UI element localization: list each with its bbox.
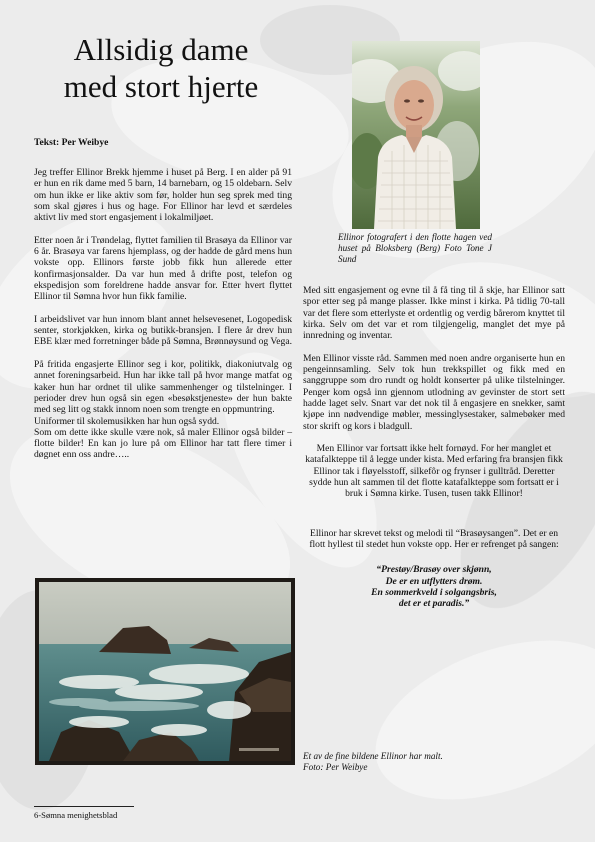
paragraph: Som om dette ikke skulle være nok, så maler Ellinor også bilder – flotte bilder! En kan jo lure på om Ellinor har tatt flere timer i døgnet enn oss andre…..: [34, 426, 292, 461]
paragraph: I arbeidslivet var hun innom blant annet helsevesenet, Logopedisk senter, storkjøkken, kirka og butikk-bransjen. I flere år drev hun EBE klær med forretninger både på Sømna, Brønnøysund og Vega.: [34, 313, 293, 348]
painting-caption-line-1: Et av de fine bildene Ellinor har malt.: [303, 751, 443, 761]
refrain-line: En sommerkveld i solgangsbris,: [371, 586, 497, 598]
page-footer: 6-Sømna menighetsblad: [34, 810, 118, 820]
title-line-2: med stort hjerte: [63, 68, 259, 104]
byline: Tekst: Per Weibye: [34, 137, 109, 148]
right-column: [303, 285, 565, 609]
paragraph: Uniformer til skolemusikken har hun også sydd.: [34, 415, 220, 427]
paragraph: Men Ellinor visste råd. Sammen med noen andre organiserte hun en pengeinnsamling. Selv tok hun trekkspillet og fikk med en sanggruppe som dro rundt og holdt konserter på ulike tilstelninger. Penger kom også inn gjennom utlodning av gevinster de stort sett hadde laget selv. Snart var det nok til å engasjere en snekker, samt kjøpe inn nødvendige møbler, messinglysestaker, salmebøker med stor skrift og kors i bladgull.: [303, 352, 565, 432]
song-refrain: [303, 564, 565, 609]
refrain-line: “Prestøy/Brasøy over skjønn,: [376, 564, 492, 576]
seascape-painting: [35, 578, 295, 765]
paragraph: Med sitt engasjement og evne til å få ting til å skje, har Ellinor satt spor etter seg på mange plasser. Ikke minst i kirka. På tidlig 70-tall var det flere som etterlyste et ordentlig og verdig bårerom knyttet til kirka. Selv om det var et rom tilgjengelig, manglet det mye på innredning og inventar.: [303, 285, 565, 342]
article-title: [30, 32, 292, 105]
portrait-photo: [352, 41, 480, 229]
title-line-1: Allsidig dame: [73, 32, 249, 67]
paragraph: Ellinor har skrevet tekst og melodi til “Brasøysangen”. Det er en flott hyllest til stedet hun vokste opp. Her er refrenget på sangen:: [309, 527, 559, 550]
painting-caption: [303, 751, 523, 773]
paragraph: Jeg treffer Ellinor Brekk hjemme i huset på Berg. I en alder på 91 er hun en rik dame med 5 barn, 14 barnebarn, og 15 oldebarn. Selv om hun ikke er like aktiv som før, holder hun seg sprek med ting som skal gjøres i hus og hage. For Ellinor har levd et særdeles aktivt liv med stort engasjement i lokalmiljøet.: [34, 167, 292, 224]
paragraph: På fritida engasjerte Ellinor seg i kor, politikk, diakoniutvalg og annet foreningsarbeid. Hun har ikke tall på hvor mange matfat og kaker hun har ordnet til ulike sammenhenger og tilstelninger. I perioder drev hun også sin egen «besøkstjeneste» der hun bakte med seg litt og stakk innom noen som trengte en oppmuntring.: [34, 359, 292, 416]
footer-divider: [34, 806, 134, 807]
photo-caption: Ellinor fotografert i den flotte hagen ved huset på Bloksberg (Berg) Foto Tone J Sund: [338, 232, 492, 264]
paragraph: Etter noen år i Trøndelag, flyttet familien til Brasøya da Ellinor var 6 år. Brasøya var farens hjemplass, og der hadde de gård mens hun vokste opp. Ellinors første jobb fikk hun allerede etter konfirmasjonsalder. Da var hun med å drifte post, telefon og ekspedisjon som foreldrene hadde ansvar for. Etter hvert flyttet Ellinor til Sømna hvor hun fikk familie.: [34, 234, 292, 303]
paragraph: Men Ellinor var fortsatt ikke helt fornøyd. For her manglet et katafalkteppe til å legge under kista. Med erfaring fra bransjen fikk Ellinor tak i fløyelsstoff, silkefôr og frynser i gulltråd. Deretter sydde hun alt sammen til det flotte katafalkteppe som fortsatt er i bruk i Sømna kirke. Tusen, tusen takk Ellinor!: [305, 443, 563, 500]
refrain-line: det er et paradis.”: [398, 598, 470, 610]
left-column: [34, 167, 292, 461]
refrain-line: De er en utflytters drøm.: [385, 575, 483, 587]
painting-caption-line-2: Foto: Per Weibye: [303, 762, 368, 772]
